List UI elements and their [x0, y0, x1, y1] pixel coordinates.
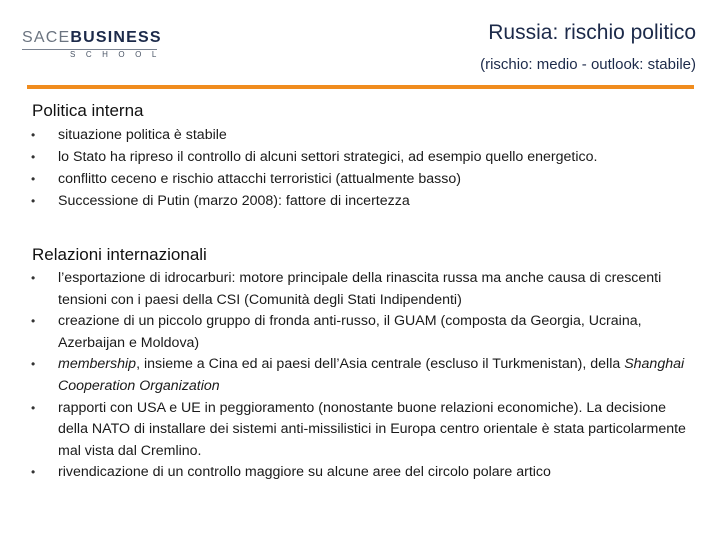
header-divider: [27, 85, 694, 89]
bullet-icon: •: [31, 172, 36, 186]
bullet-icon: •: [31, 271, 36, 285]
bullet-icon: •: [31, 128, 36, 142]
page-title: Russia: rischio politico: [488, 21, 696, 44]
logo-school: SCHOOL: [70, 50, 167, 59]
list-item: [0, 354, 720, 397]
bullet-icon: •: [31, 465, 36, 480]
list-item: [0, 268, 720, 311]
list-item: [0, 398, 720, 463]
list-item-text: rapporti con USA e UE in peggioramento (nonostante buone relazioni economiche). La decisione della NATO di installare dei sistemi anti-missilistici in Europa centro orientale è stata particolarmente mal vista dal Cremlino.: [58, 399, 686, 459]
sace-business-school-logo: [22, 25, 167, 65]
list-item: [0, 462, 720, 484]
list-item: [0, 124, 720, 146]
bullet-icon: •: [31, 314, 36, 329]
internal-bullet-list: [0, 124, 720, 212]
page-subtitle: (rischio: medio - outlook: stabile): [480, 56, 696, 73]
list-item: [0, 168, 720, 190]
list-item-text: creazione di un piccolo gruppo di fronda anti-russo, il GUAM (composta da Georgia, Ucraina, Azerbaijan e Moldova): [58, 313, 642, 351]
list-item-text: lo Stato ha ripreso il controllo di alcuni settori strategici, ad esempio quello energetico.: [58, 149, 598, 165]
list-item-text: rivendicazione di un controllo maggiore su alcune aree del circolo polare artico: [58, 464, 551, 481]
list-item-text: Successione di Putin (marzo 2008): fattore di incertezza: [58, 193, 410, 209]
logo-business: BUSINESS: [70, 29, 162, 46]
list-item-italic-sco: Shanghai Cooperation Organization: [58, 356, 685, 394]
logo-sace: SACE: [22, 29, 71, 46]
list-item-italic-membership: membership: [58, 356, 137, 373]
bullet-icon: •: [31, 400, 36, 415]
section-title-international: Relazioni internazionali: [32, 245, 207, 264]
list-item: [0, 190, 720, 212]
list-item-text: situazione politica è stabile: [58, 127, 227, 143]
list-item: [0, 311, 720, 354]
list-item: [0, 146, 720, 168]
bullet-icon: •: [31, 357, 36, 372]
section-title-internal: Politica interna: [32, 101, 144, 120]
list-item-text: , insieme a Cina ed ai paesi dell’Asia centrale (escluso il Turkmenistan), della: [136, 356, 625, 373]
bullet-icon: •: [31, 194, 36, 208]
international-bullet-list: [0, 268, 720, 484]
logo-wordmark: [22, 29, 162, 47]
bullet-icon: •: [31, 150, 36, 164]
list-item-text: l’esportazione di idrocarburi: motore principale della rinascita russa ma anche causa di crescenti tensioni con i paesi della CSI (Comunità degli Stati Indipendenti): [58, 270, 662, 308]
list-item-text: conflitto ceceno e rischio attacchi terroristici (attualmente basso): [58, 171, 461, 187]
